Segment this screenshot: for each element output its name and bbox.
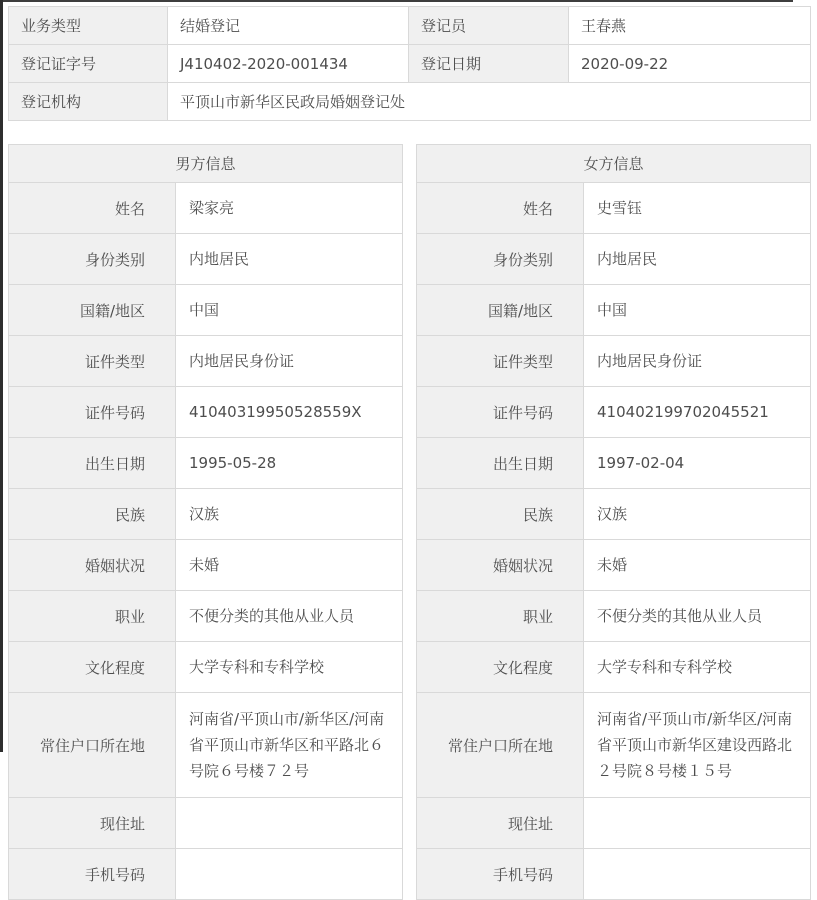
row-education [9, 642, 403, 693]
field-label: 姓名 [417, 183, 584, 234]
male-info-title: 男方信息 [9, 145, 403, 183]
field-value: 史雪钰 [584, 183, 811, 234]
row-id-type [417, 336, 811, 387]
field-value: 1997-02-04 [584, 438, 811, 489]
field-value [584, 798, 811, 849]
field-value: 中国 [584, 285, 811, 336]
field-value: 大学专科和专科学校 [176, 642, 403, 693]
row-name [9, 183, 403, 234]
field-label: 出生日期 [9, 438, 176, 489]
row-name [417, 183, 811, 234]
field-label: 手机号码 [9, 849, 176, 900]
row-identity-type [417, 234, 811, 285]
field-value: 未婚 [584, 540, 811, 591]
row-phone-number [9, 849, 403, 900]
field-label: 国籍/地区 [417, 285, 584, 336]
row-marital-status [417, 540, 811, 591]
field-label: 婚姻状况 [9, 540, 176, 591]
field-value: 河南省/平顶山市/新华区/河南省平顶山市新华区和平路北６号院６号楼７２号 [176, 693, 403, 798]
field-label: 常住户口所在地 [9, 693, 176, 798]
field-label: 手机号码 [417, 849, 584, 900]
row-occupation [9, 591, 403, 642]
row-birth-date [417, 438, 811, 489]
row-nationality [417, 285, 811, 336]
field-label: 身份类别 [417, 234, 584, 285]
field-label: 证件类型 [9, 336, 176, 387]
field-value: 中国 [176, 285, 403, 336]
male-info-table [8, 144, 403, 900]
row-id-type [9, 336, 403, 387]
window-left-edge [0, 0, 3, 752]
female-info-table [416, 144, 811, 900]
field-value: 内地居民身份证 [176, 336, 403, 387]
field-label: 民族 [417, 489, 584, 540]
field-value [584, 849, 811, 900]
field-value: 大学专科和专科学校 [584, 642, 811, 693]
row-registered-residence [9, 693, 403, 798]
female-info-title: 女方信息 [417, 145, 811, 183]
party-info-section [8, 144, 811, 900]
field-value: 汉族 [584, 489, 811, 540]
field-value: 不便分类的其他从业人员 [176, 591, 403, 642]
field-label: 职业 [9, 591, 176, 642]
row-certificate-number [9, 45, 811, 83]
certificate-number-label: 登记证字号 [9, 45, 168, 83]
business-type-label: 业务类型 [9, 7, 168, 45]
field-value: 41040319950528559X [176, 387, 403, 438]
row-ethnicity [417, 489, 811, 540]
field-label: 国籍/地区 [9, 285, 176, 336]
business-type-value: 结婚登记 [168, 7, 409, 45]
row-current-address [417, 798, 811, 849]
field-value [176, 849, 403, 900]
female-table-header-row [417, 145, 811, 183]
row-occupation [417, 591, 811, 642]
registration-date-label: 登记日期 [409, 45, 569, 83]
registration-office-value: 平顶山市新华区民政局婚姻登记处 [168, 83, 811, 121]
field-value: 梁家亮 [176, 183, 403, 234]
row-birth-date [9, 438, 403, 489]
registrar-label: 登记员 [409, 7, 569, 45]
field-value: 1995-05-28 [176, 438, 403, 489]
field-value: 未婚 [176, 540, 403, 591]
row-id-number [417, 387, 811, 438]
field-value: 内地居民 [584, 234, 811, 285]
row-marital-status [9, 540, 403, 591]
field-value [176, 798, 403, 849]
field-label: 常住户口所在地 [417, 693, 584, 798]
field-label: 姓名 [9, 183, 176, 234]
registration-date-value: 2020-09-22 [569, 45, 811, 83]
row-identity-type [9, 234, 403, 285]
row-ethnicity [9, 489, 403, 540]
row-current-address [9, 798, 403, 849]
field-label: 现住址 [9, 798, 176, 849]
field-label: 出生日期 [417, 438, 584, 489]
field-label: 身份类别 [9, 234, 176, 285]
field-value: 410402199702045521 [584, 387, 811, 438]
registrar-value: 王春燕 [569, 7, 811, 45]
row-registration-office [9, 83, 811, 121]
field-label: 证件类型 [417, 336, 584, 387]
male-table-header-row [9, 145, 403, 183]
row-phone-number [417, 849, 811, 900]
certificate-number-value: J410402-2020-001434 [168, 45, 409, 83]
field-value: 河南省/平顶山市/新华区/河南省平顶山市新华区建设西路北２号院８号楼１５号 [584, 693, 811, 798]
field-label: 婚姻状况 [417, 540, 584, 591]
row-nationality [9, 285, 403, 336]
row-business-type [9, 7, 811, 45]
field-value: 不便分类的其他从业人员 [584, 591, 811, 642]
registration-summary-table [8, 6, 811, 121]
field-value: 汉族 [176, 489, 403, 540]
registration-office-label: 登记机构 [9, 83, 168, 121]
field-value: 内地居民身份证 [584, 336, 811, 387]
field-label: 证件号码 [417, 387, 584, 438]
row-id-number [9, 387, 403, 438]
field-label: 文化程度 [9, 642, 176, 693]
marriage-registration-record [8, 6, 811, 900]
window-top-edge [0, 0, 793, 2]
row-education [417, 642, 811, 693]
row-registered-residence [417, 693, 811, 798]
field-label: 文化程度 [417, 642, 584, 693]
field-label: 现住址 [417, 798, 584, 849]
field-label: 证件号码 [9, 387, 176, 438]
field-value: 内地居民 [176, 234, 403, 285]
field-label: 职业 [417, 591, 584, 642]
field-label: 民族 [9, 489, 176, 540]
